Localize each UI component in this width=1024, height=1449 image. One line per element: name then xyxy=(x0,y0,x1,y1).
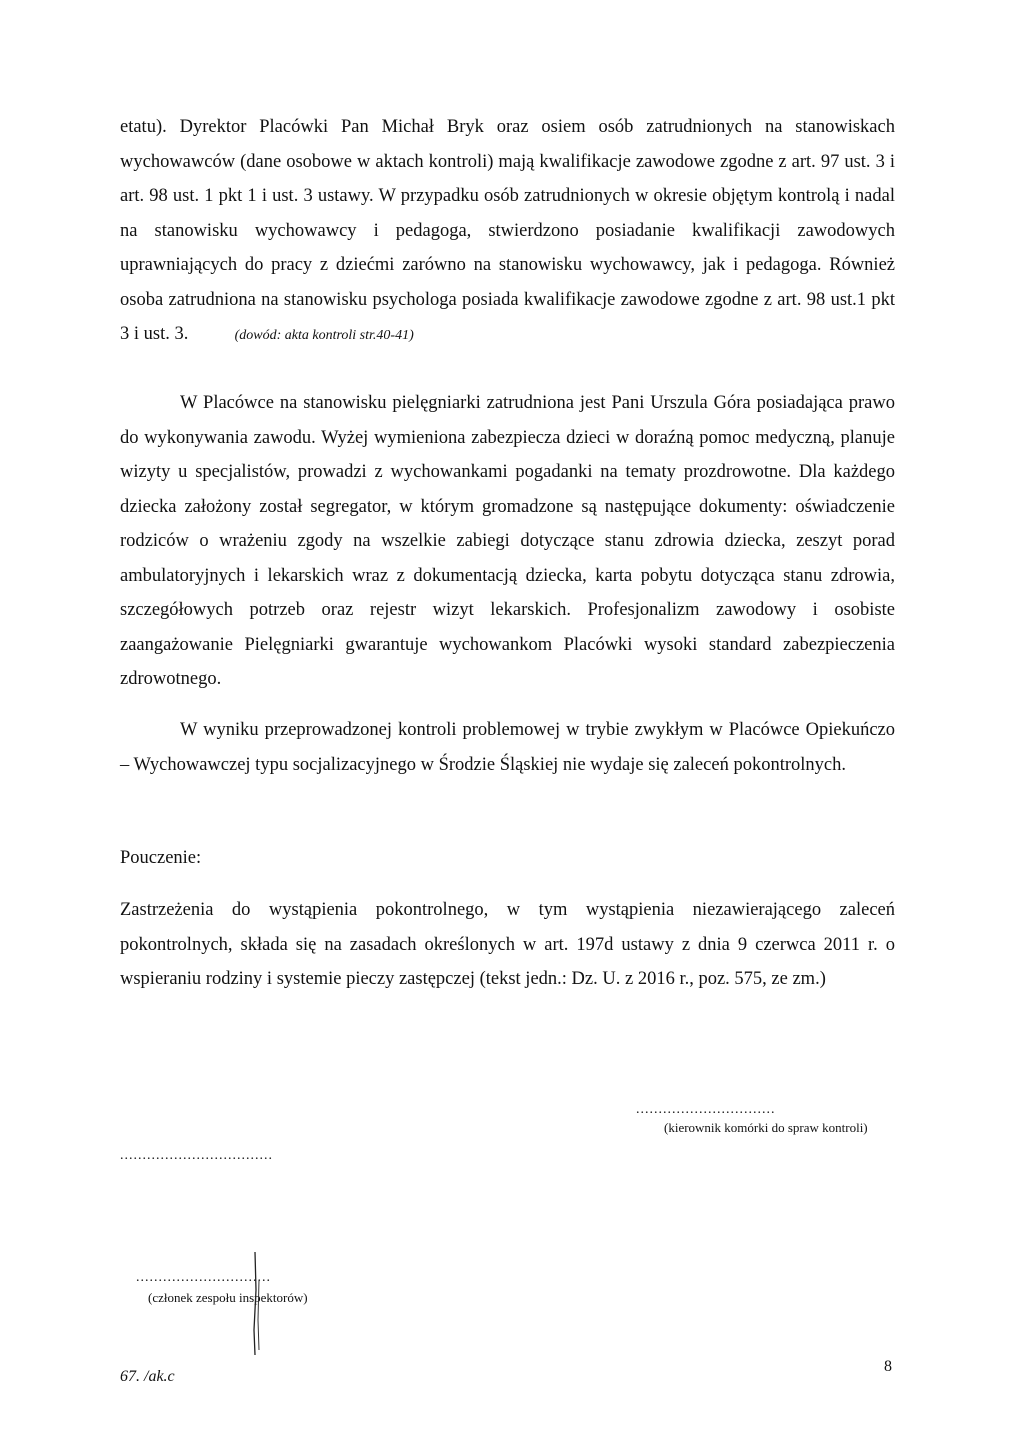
signature-caption-right: (kierownik komórki do spraw kontroli) xyxy=(664,1120,868,1135)
instruction-heading: Pouczenie: xyxy=(120,848,202,868)
paragraph-nurse: W Placówce na stanowisku pielęgniarki zatrudniona jest Pani Urszula Góra posiadająca prawo do wykonywania zawodu. Wyżej wymieniona zabezpiecza dzieci w doraźną pomoc medyczną, planuje wizyty u specjalistów, prowadzi z wychowankami pogadanki na tematy prozdrowotne. Dla każdego dziecka założony został segregator, w którym gromadzone są następujące dokumenty: oświadczenie rodziców o wrażeniu zgody na wszelkie zabiegi dotyczące stanu zdrowia dziecka, zeszyt porad ambulatoryjnych i lekarskich wraz z dokumentacją dziecka, karta pobytu dotycząca stanu zdrowia, szczegółowych potrzeb oraz rejestr wizyt lekarskich. Profesjonalizm zawodowy i osobiste zaangażowanie Pielęgniarki gwarantuje wychowankom Placówki wysoki standard zabezpieczenia zdrowotnego. xyxy=(120,393,895,689)
signature-line-right: ............................... xyxy=(636,1102,776,1117)
paragraph-instruction: Zastrzeżenia do wystąpienia pokontrolnego, w tym wystąpienia niezawierającego zaleceń pokontrolnych, składa się na zasadach określonych w art. 197d ustawy z dnia 9 czerwca 2011 r. o wspieraniu rodziny i systemie pieczy zastępczej (tekst jedn.: Dz. U. z 2016 r., poz. 575, ze zm.) xyxy=(120,900,895,989)
evidence-reference: (dowód: akta kontroli str.40-41) xyxy=(234,328,414,343)
signature-caption-left: (członek zespołu inspektorów) xyxy=(148,1290,308,1305)
handwritten-note: 67. /ak.c xyxy=(120,1368,175,1385)
handwritten-signature-stroke xyxy=(240,1250,270,1360)
signature-line-left: .............................. xyxy=(136,1270,271,1285)
page-number: 8 xyxy=(884,1358,892,1375)
paragraph-conclusion: W wyniku przeprowadzonej kontroli problemowej w trybie zwykłym w Placówce Opiekuńczo – Wychowawczej typu socjalizacyjnego w Środzie Śląskiej nie wydaje się zaleceń pokontrolnych. xyxy=(120,720,895,775)
signature-line-left-top: .................................. xyxy=(120,1148,273,1163)
paragraph-staff-qualifications: etatu). Dyrektor Placówki Pan Michał Bryk oraz osiem osób zatrudnionych na stanowiskach wychowawców (dane osobowe w aktach kontroli) mają kwalifikacje zawodowe zgodne z art. 97 ust. 3 i art. 98 ust. 1 pkt 1 i ust. 3 ustawy. W przypadku osób zatrudnionych w okresie objętym kontrolą i nadal na stanowisku wychowawcy i pedagoga, stwierdzono posiadanie kwalifikacji zawodowych uprawniających do pracy z dziećmi zarówno na stanowisku wychowawcy, jak i pedagoga. Również osoba zatrudniona na stanowisku psychologa posiada kwalifikacje zawodowe zgodne z art. 98 ust.1 pkt 3 i ust. 3. (dowód: akta kontroli str.40-41) xyxy=(120,117,895,344)
